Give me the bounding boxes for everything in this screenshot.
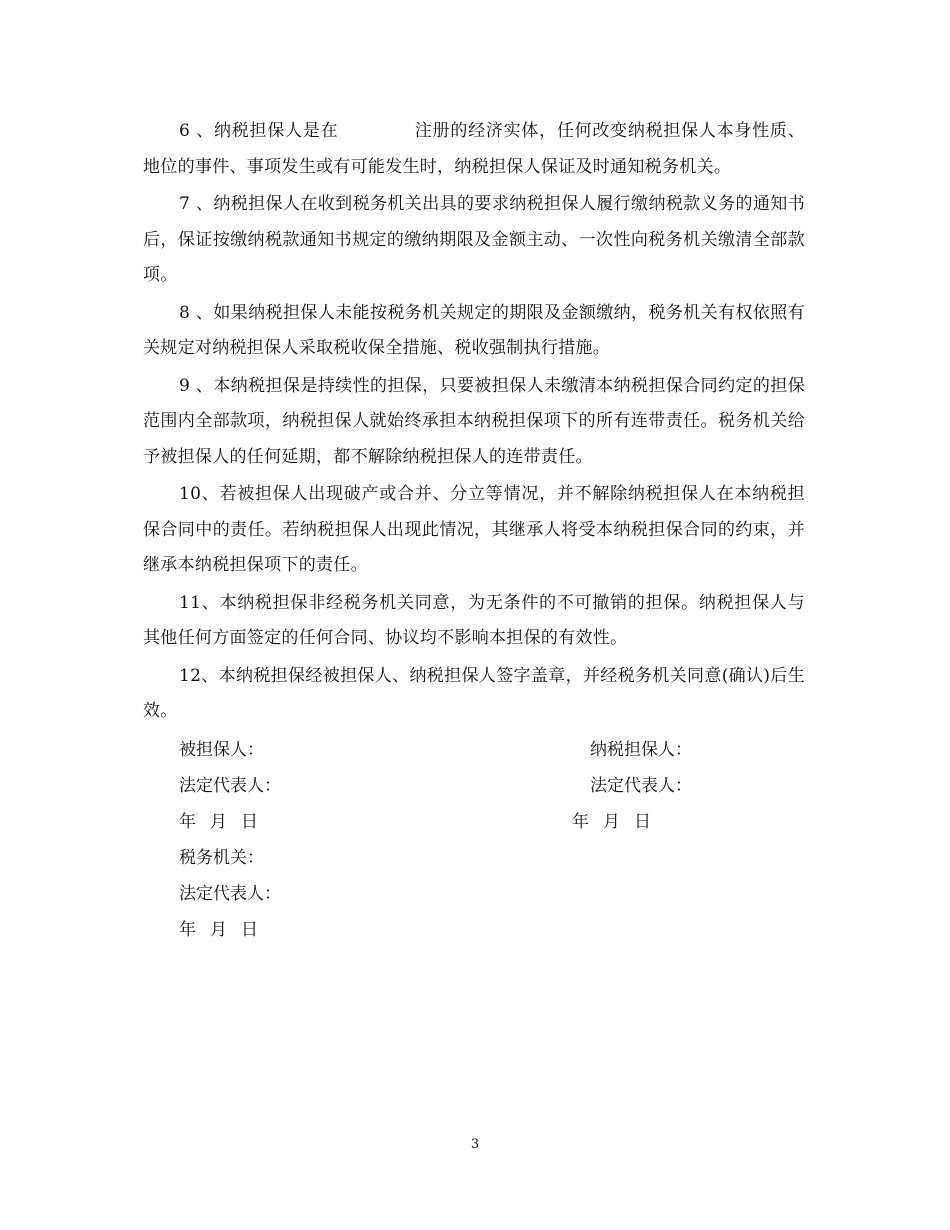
signature-block (143, 732, 805, 948)
signature-row-tax-date (143, 912, 805, 948)
clause-text: 本纳税担保经被担保人、纳税担保人签字盖章，并经税务机关同意(确认)后生效。 (143, 665, 805, 721)
date-year: 年 (572, 811, 589, 832)
guaranteed-legal-rep-label: 法定代表人： (179, 775, 281, 796)
guarantor-legal-rep-label: 法定代表人： (590, 775, 692, 796)
signature-row-parties (143, 732, 805, 768)
date-day: 日 (634, 811, 651, 832)
signature-row-date (143, 804, 805, 840)
clause-10 (143, 477, 805, 584)
signature-row-legal-rep (143, 768, 805, 804)
tax-authority-legal-rep-label: 法定代表人： (179, 883, 281, 904)
clause-6 (143, 114, 805, 185)
clause-number: 10、 (179, 484, 220, 504)
clause-text: 本纳税担保是持续性的担保，只要被担保人未缴清本纳税担保合同约定的担保范围内全部款项，纳税担保人就始终承担本纳税担保项下的所有连带责任。税务机关给予被担保人的任何延期，都不解除纳税担保人的连带责任。 (143, 375, 806, 467)
clause-number: 9 、 (179, 375, 214, 396)
date-month: 月 (210, 811, 227, 832)
clause-12 (143, 659, 805, 730)
clause-text: 注册的经济实体，任何改变纳税担保人本身性质、地位的事件、事项发生或有可能发生时，纳税担保人保证及时通知税务机关。 (143, 121, 805, 177)
clause-7 (143, 187, 805, 294)
clause-text: 纳税担保人是在 (214, 121, 339, 141)
clause-number: 12、 (179, 665, 219, 686)
date-year: 年 (179, 919, 196, 940)
date-day: 日 (241, 919, 258, 940)
guaranteed-date (179, 804, 272, 840)
clause-9 (143, 369, 805, 476)
clause-number: 11、 (179, 592, 220, 613)
signature-row-tax-authority (143, 840, 805, 876)
clause-11 (143, 586, 805, 657)
clause-text: 本纳税担保非经税务机关同意，为无条件的不可撤销的担保。纳税担保人与其他任何方面签定的任何合同、协议均不影响本担保的有效性。 (143, 592, 805, 648)
guaranteed-party-label: 被担保人： (179, 739, 264, 760)
clause-text: 如果纳税担保人未能按税务机关规定的期限及金额缴纳，税务机关有权依照有关规定对纳税担保人采取税收保全措施、税收强制执行措施。 (143, 302, 806, 358)
tax-authority-label: 税务机关： (179, 847, 264, 868)
date-month: 月 (210, 919, 227, 940)
clause-number: 8 、 (179, 302, 214, 323)
signature-row-tax-legal-rep (143, 876, 805, 912)
document-body (143, 114, 805, 948)
date-year: 年 (179, 811, 196, 832)
clause-text: 纳税担保人在收到税务机关出具的要求纳税担保人履行缴纳税款义务的通知书后，保证按缴纳税款通知书规定的缴纳期限及金额主动、一次性向税务机关缴清全部款项。 (143, 194, 806, 285)
clause-number: 7 、 (179, 194, 214, 214)
clause-text: 若被担保人出现破产或合并、分立等情况，并不解除纳税担保人在本纳税担保合同中的责任。若纳税担保人出现此情况，其继承人将受本纳税担保合同的约束，并继承本纳税担保项下的责任。 (143, 484, 805, 575)
clause-number: 6 、 (179, 121, 215, 141)
page-number: 3 (470, 1137, 480, 1152)
clause-8 (143, 296, 805, 367)
date-month: 月 (603, 811, 620, 832)
guarantor-date (572, 804, 665, 840)
tax-authority-date (179, 912, 272, 948)
date-day: 日 (241, 811, 258, 832)
guarantor-label: 纳税担保人： (590, 739, 692, 760)
